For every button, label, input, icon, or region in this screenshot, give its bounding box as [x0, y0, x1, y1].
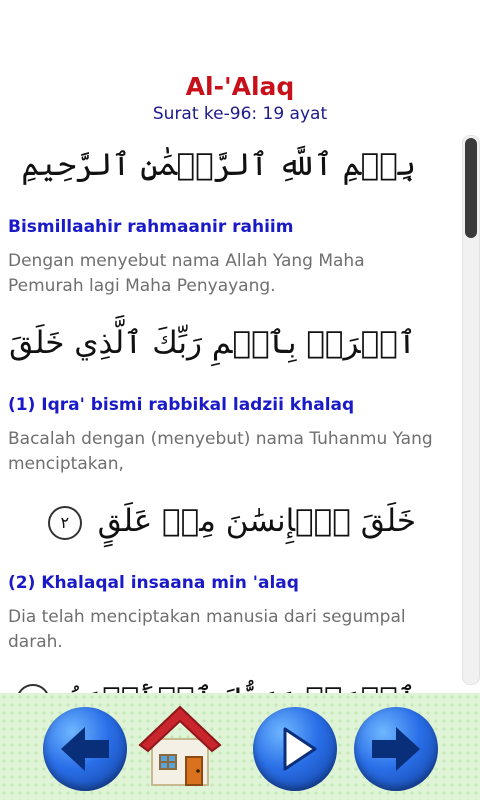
translation-text: Bacalah dengan (menyebut) nama Tuhanmu Yang menciptakan, — [8, 429, 433, 474]
verse-item — [0, 313, 456, 477]
verse-item — [0, 135, 456, 299]
arrow-right-icon — [354, 707, 438, 791]
arabic-text: خَلَقَ ٱلۡإِنسَٰنَ مِنۡ عَلَقٍ ٢ — [0, 491, 456, 551]
verse-list[interactable] — [0, 135, 456, 683]
play-button[interactable] — [253, 707, 337, 791]
arrow-left-icon — [43, 707, 127, 791]
transliteration-text: (1) Iqra' bismi rabbikal ladzii khalaq — [8, 395, 355, 415]
transliteration-text: (2) Khalaqal insaana min 'alaq — [8, 573, 299, 593]
house-icon — [134, 699, 226, 791]
back-button[interactable] — [43, 707, 127, 791]
forward-button[interactable] — [354, 707, 438, 791]
home-button[interactable] — [134, 699, 226, 791]
verse-item — [0, 491, 456, 655]
scrollbar[interactable] — [462, 135, 480, 685]
arabic-text: بِسۡمِ ٱللَّهِ ٱلرَّحۡمَٰنِ ٱلرَّحِيمِ — [21, 147, 416, 183]
translation-text: Dengan menyebut nama Allah Yang Maha Pemurah lagi Maha Penyayang. — [8, 251, 365, 296]
bottom-toolbar — [0, 693, 480, 800]
ayah-number-badge: ٢ — [48, 506, 82, 540]
arabic-text: ٱقۡرَأۡ بِٱسۡمِ رَبِّكَ ٱلَّذِي خَلَقَ — [9, 325, 416, 361]
surah-subtitle: Surat ke-96: 19 ayat — [152, 104, 328, 124]
surah-header — [0, 0, 480, 130]
surah-title: Al-'Alaq — [185, 72, 295, 101]
translation-text: Dia telah menciptakan manusia dari segumpal darah. — [8, 607, 406, 652]
play-icon — [253, 707, 337, 791]
transliteration-text: Bismillaahir rahmaanir rahiim — [8, 217, 294, 237]
scrollbar-thumb[interactable] — [465, 138, 477, 238]
